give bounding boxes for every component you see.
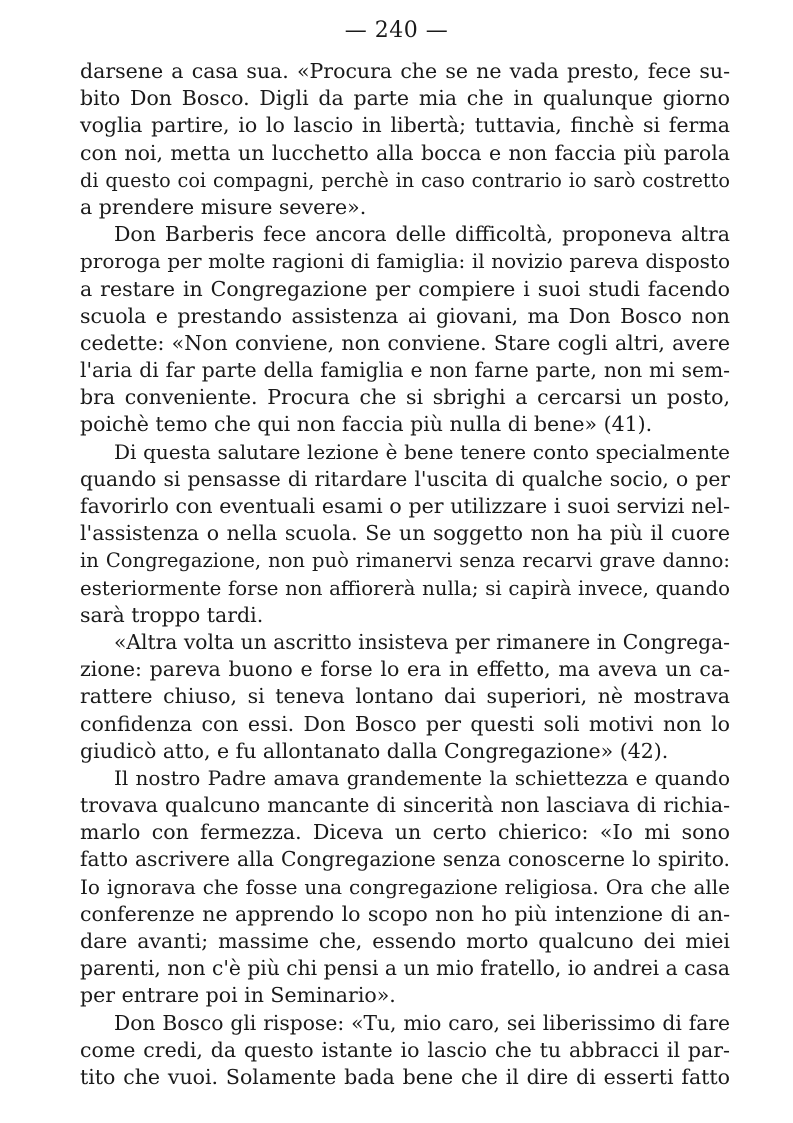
text-line: per entrare poi in Seminario». <box>80 983 396 1008</box>
text-line: l'assistenza o nella scuola. Se un soggetto non ha più il cuore <box>80 521 730 546</box>
text-line: tito che vuoi. Solamente bada bene che il dire di esserti fatto <box>80 1064 730 1089</box>
text-line: voglia partire, io lo lascio in libertà; tuttavia, finchè si ferma <box>80 113 730 138</box>
text-line: giudicò atto, e fu allontanato dalla Congregazione» (42). <box>80 738 669 763</box>
text-line: conferenze ne apprendo lo scopo non ho più intenzione di an- <box>80 901 730 926</box>
text-line: parenti, non c'è più chi pensi a un mio fratello, io andrei a casa <box>80 956 730 981</box>
text-line: a prendere misure severe». <box>80 194 367 219</box>
text-line: come credi, da questo istante io lascio che tu abbracci il par- <box>80 1037 730 1062</box>
text-line: darsene a casa sua. «Procura che se ne vada presto, fece su- <box>80 59 730 83</box>
text-line: Io ignorava che fosse una congregazione religiosa. Ora che alle <box>80 874 730 899</box>
text-line: esteriormente forse non affiorerà nulla; si capirà invece, quando <box>80 576 730 600</box>
text-line: Don Barberis fece ancora delle difficoltà, proponeva altra <box>114 222 730 247</box>
text-line: con noi, metta un lucchetto alla bocca e non faccia più parola <box>80 140 730 165</box>
text-line: rattere chiuso, si teneva lontano dai superiori, nè mostrava <box>80 684 730 709</box>
text-line: «Altra volta un ascritto insisteva per rimanere in Congrega- <box>114 629 730 654</box>
text-line: dare avanti; massime che, essendo morto qualcuno dei miei <box>80 929 730 953</box>
text-line: a restare in Congregazione per compiere i suoi studi facendo <box>80 276 730 301</box>
text-line: scuola e prestando assistenza ai giovani, ma Don Bosco non <box>80 303 730 328</box>
body-text <box>80 58 730 1091</box>
text-line: favorirlo con eventuali esami o per utilizzare i suoi servizi nel- <box>80 494 730 518</box>
text-line: fatto ascrivere alla Congregazione senza conoscerne lo spirito. <box>80 847 730 872</box>
page-number: — 240 — <box>344 18 449 43</box>
text-line: di questo coi compagni, perchè in caso contrario io sarò costretto <box>80 168 730 192</box>
text-line: bito Don Bosco. Digli da parte mia che in qualunque giorno <box>80 86 730 111</box>
text-line: marlo con fermezza. Diceva un certo chierico: «Io mi sono <box>80 820 730 845</box>
text-line: proroga per molte ragioni di famiglia: il novizio pareva disposto <box>80 249 730 274</box>
text-line: quando si pensasse di ritardare l'uscita di qualche socio, o per <box>80 466 730 491</box>
text-line: in Congregazione, non può rimanervi senza recarvi grave danno: <box>80 549 730 573</box>
text-line: zione: pareva buono e forse lo era in effetto, ma aveva un ca- <box>80 657 730 682</box>
text-line: l'aria di far parte della famiglia e non farne parte, non mi sem- <box>80 358 730 383</box>
text-line: cedette: «Non conviene, non conviene. Stare cogli altri, avere <box>80 330 730 355</box>
text-line: confidenza con essi. Don Bosco per questi soli motivi non lo <box>80 711 730 736</box>
text-line: Don Bosco gli rispose: «Tu, mio caro, sei liberissimo di fare <box>114 1010 730 1035</box>
text-line: bra conveniente. Procura che si sbrighi a cercarsi un posto, <box>80 385 730 410</box>
text-line: Di questa salutare lezione è bene tenere conto specialmente <box>114 439 730 464</box>
text-line: poichè temo che qui non faccia più nulla di bene» (41). <box>80 412 653 437</box>
text-line: Il nostro Padre amava grandemente la schiettezza e quando <box>114 765 730 790</box>
text-line: trovava qualcuno mancante di sincerità non lasciava di richia- <box>80 793 730 818</box>
text-line: sarà troppo tardi. <box>80 602 264 627</box>
